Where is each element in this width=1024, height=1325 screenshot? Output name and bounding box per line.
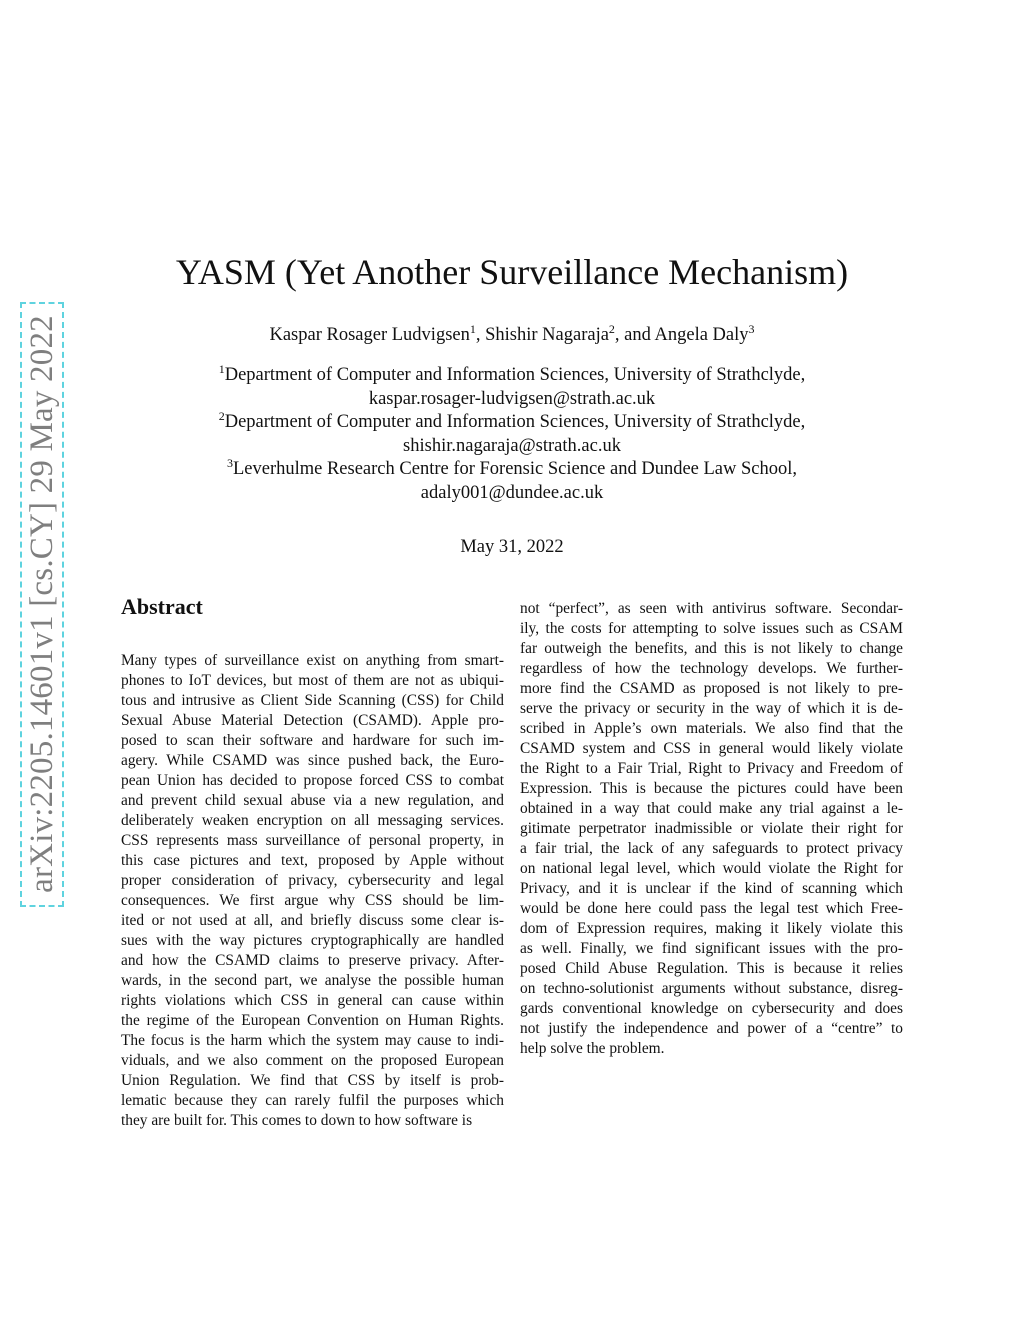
abstract-line: deliberately weaken encryption on all messaging services. [121,812,504,829]
abstract-line: posed to scan their software and hardware for such im- [121,732,504,749]
affiliation-list [0,364,1024,505]
abstract-line: they are built for. This comes to down to how software is [121,1112,473,1129]
abstract-line: obtained in a way that could make any trial against a le- [520,800,903,817]
author-affiliation-mark: 1 [469,322,476,336]
affiliation-mark: 3 [226,456,233,470]
affiliation-text: Department of Computer and Information Sciences, University of Strathclyde, [224,365,806,385]
author-name: Kaspar Rosager Ludvigsen [269,325,470,345]
abstract-line: the regime of the European Convention on Human Rights. [121,1012,504,1029]
affiliation-department [0,411,1024,435]
abstract-line: as well. Finally, we find significant issues with the pro- [520,940,903,957]
abstract-line: scribed in Apple’s own materials. We also find that the [520,720,903,737]
abstract-line: ited or not used at all, and briefly discuss some clear is- [121,912,504,929]
abstract-line: help solve the problem. [520,1040,665,1057]
abstract-line: and how the CSAMD claims to preserve privacy. After- [121,952,504,969]
abstract-line: tous and intrusive as Client Side Scanning (CSS) for Child [121,692,504,709]
abstract-line: Sexual Abuse Material Detection (CSAMD). Apple pro- [121,712,504,729]
affiliation-department [0,458,1024,482]
abstract-line: more find the CSAMD as proposed is not likely to pre- [520,680,903,697]
author-name: Shishir Nagaraja [485,325,609,345]
abstract-line: dom of Expression requires, making it likely violate this [520,920,903,937]
abstract-line: consequences. We first argue why CSS should be lim- [121,892,504,909]
abstract-line: Union Regulation. We find that CSS by itself is prob- [121,1072,504,1089]
affiliation-email: adaly001@dundee.ac.uk [420,482,604,503]
paper-title: YASM (Yet Another Surveillance Mechanism) [175,252,849,292]
abstract-line: a fair trial, the lack of any safeguards to protect privacy [520,840,903,857]
author-separator: , [475,325,486,345]
abstract-line: pean Union has decided to propose forced CSS to combat [121,772,504,789]
abstract-left-column [121,651,504,1131]
author-list [0,322,1024,348]
abstract-line: CSS represents mass surveillance of personal property, in [121,832,504,849]
author-affiliation-mark: 2 [608,322,615,336]
abstract-line: gitimate perpetrator inadmissible or violate their right for [520,820,903,837]
affiliation-mark: 2 [218,409,225,423]
abstract-line: proper consideration of privacy, cybersecurity and legal [121,872,504,889]
abstract-line: the Right to a Fair Trial, Right to Privacy and Freedom of [520,760,903,777]
abstract-line: would be done here could pass the legal test which Free- [520,900,903,917]
abstract-line: wards, in the second part, we analyse the possible human [121,972,504,989]
affiliation-text: Leverhulme Research Centre for Forensic Science and Dundee Law School, [232,459,798,479]
abstract-line: regardless of how the technology develops. We further- [520,660,903,677]
abstract-line: posed Child Abuse Regulation. This is because it relies [520,960,903,977]
abstract-line: ily, the costs for attempting to solve issues such as CSAM [520,620,903,637]
abstract-line: Privacy, and it is unclear if the kind of scanning which [520,880,903,897]
abstract-line: serve the privacy or security in the way of which it is de- [520,700,903,717]
abstract-line: sues with the way pictures cryptographically are handled [121,932,504,949]
arxiv-identifier-stamp: arXiv:2205.14601v1 [cs.CY] 29 May 2022 [24,315,60,893]
abstract-line: viduals, and we also comment on the proposed European [121,1052,504,1069]
abstract-line: CSAMD system and CSS in general would likely violate [520,740,903,757]
author-affiliation-mark: 3 [748,322,755,336]
publication-date: May 31, 2022 [460,537,564,557]
abstract-line: lematic because they can rarely fulfil the purposes which [121,1092,504,1109]
affiliation-text: Department of Computer and Information Sciences, University of Strathclyde, [224,412,806,432]
abstract-line: rights violations which CSS in general can cause within [121,992,504,1009]
affiliation-department [0,364,1024,388]
abstract-line: The focus is the harm which the system may cause to indi- [121,1032,504,1049]
abstract-line: this case pictures and text, proposed by Apple without [121,852,504,869]
abstract-line: and prevent child sexual abuse via a new regulation, and [121,792,504,809]
author-separator: , and [614,325,655,345]
abstract-line: on national legal level, which would violate the Right for [520,860,903,877]
abstract-line: Expression. This is because the pictures could have been [520,780,903,797]
abstract-line: phones to IoT devices, but most of them are not as ubiqui- [121,672,504,689]
abstract-line: not justify the independence and power of a “centre” to [520,1020,903,1037]
abstract-line: not “perfect”, as seen with antivirus software. Secondar- [520,600,903,617]
abstract-line: on techno-solutionist arguments without substance, disreg- [520,980,903,997]
abstract-line: Many types of surveillance exist on anything from smart- [121,652,504,669]
abstract-right-column [520,599,903,1059]
abstract-line: far outweigh the benefits, and this is not likely to change [520,640,903,657]
author-name: Angela Daly [654,325,749,345]
affiliation-email: shishir.nagaraja@strath.ac.uk [403,435,621,456]
affiliation-email: kaspar.rosager-ludvigsen@strath.ac.uk [368,388,656,409]
abstract-line: agery. While CSAMD was since pushed back, the Euro- [121,752,504,769]
abstract-line: gards conventional knowledge on cybersecurity and does [520,1000,903,1017]
abstract-heading: Abstract [121,594,203,619]
affiliation-mark: 1 [218,362,225,376]
